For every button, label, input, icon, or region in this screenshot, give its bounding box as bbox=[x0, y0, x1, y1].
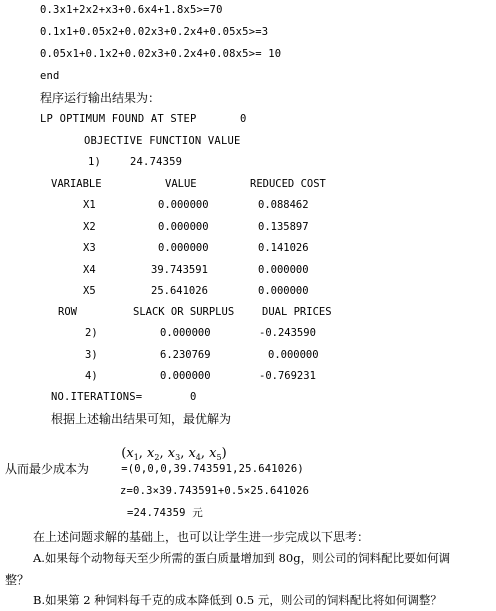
table-row-reduced-cost: 0.000000 bbox=[258, 264, 309, 276]
table-header-reduced-cost: REDUCED COST bbox=[250, 178, 326, 190]
question-b: B.如果第 2 种饲料每千克的成本降低到 0.5 元，则公司的饲料配比将如何调整？ bbox=[33, 593, 442, 607]
z-result: =24.74359 元 bbox=[127, 507, 203, 519]
optimal-solution: ($x_1$, $x_2$, $x_3$, $x_4$, $x_5$) =(0,0,0,39.743591,25.641026) bbox=[121, 446, 304, 475]
solution-var: x bbox=[126, 446, 134, 461]
table-header-row: ROW bbox=[58, 306, 77, 318]
conclusion-intro: 根据上述输出结果可知，最优解为 bbox=[51, 412, 232, 426]
question-a-cont: 整？ bbox=[5, 573, 30, 587]
table-row-slack: 0.000000 bbox=[160, 327, 211, 339]
table-header-variable: VARIABLE bbox=[51, 178, 102, 190]
table-row-var: X2 bbox=[83, 221, 96, 233]
z-formula: z=0.3×39.743591+0.5×25.641026 bbox=[120, 485, 310, 497]
lp-found-label: LP OPTIMUM FOUND AT STEP bbox=[40, 113, 197, 125]
code-line-end: end bbox=[40, 70, 60, 82]
code-line-2: 0.1x1+0.05x2+0.02x3+0.2x4+0.05x5>=3 bbox=[40, 26, 269, 38]
table-row-value: 0.000000 bbox=[158, 199, 209, 211]
solution-sub: 1 bbox=[133, 453, 139, 462]
code-line-3: 0.05x1+0.1x2+0.02x3+0.2x4+0.08x5>= 10 bbox=[40, 48, 282, 60]
table-row-dual-price: -0.243590 bbox=[259, 327, 316, 339]
solution-var: x bbox=[167, 446, 176, 461]
solution-sub: 5 bbox=[216, 453, 222, 462]
table-row-var: X4 bbox=[83, 264, 96, 276]
table-row-dual-price: -0.769231 bbox=[259, 370, 316, 382]
table-row-index: 3) bbox=[85, 349, 98, 361]
table-row-value: 39.743591 bbox=[151, 264, 208, 276]
table-row-reduced-cost: 0.141026 bbox=[258, 242, 309, 254]
objective-label: OBJECTIVE FUNCTION VALUE bbox=[84, 135, 241, 147]
table-row-reduced-cost: 0.088462 bbox=[258, 199, 309, 211]
solution-sub: 3 bbox=[175, 453, 181, 462]
solution-var: x bbox=[209, 446, 217, 461]
solution-var: x bbox=[147, 446, 155, 461]
table-row-value: 0.000000 bbox=[158, 242, 209, 254]
table-header-value: VALUE bbox=[165, 178, 197, 190]
solution-values: =(0,0,0,39.743591,25.641026) bbox=[121, 463, 304, 475]
objective-index: 1) bbox=[88, 156, 102, 168]
table-header-slack: SLACK OR SURPLUS bbox=[133, 306, 235, 318]
solution-var: x bbox=[188, 446, 196, 461]
table-row-reduced-cost: 0.135897 bbox=[258, 221, 309, 233]
table-row-value: 25.641026 bbox=[151, 285, 208, 297]
solution-sub: 4 bbox=[195, 453, 201, 462]
output-intro: 程序运行输出结果为： bbox=[40, 91, 161, 105]
iterations-label: NO.ITERATIONS= bbox=[51, 391, 143, 403]
table-row-slack: 6.230769 bbox=[160, 349, 211, 361]
table-row-var: X5 bbox=[83, 285, 96, 297]
table-row-reduced-cost: 0.000000 bbox=[258, 285, 309, 297]
question-a: A.如果每个动物每天至少所需的蛋白质量增加到 80g，则公司的饲料配比要如何调 bbox=[33, 551, 451, 565]
solution-sub: 2 bbox=[154, 453, 160, 462]
further-intro: 在上述问题求解的基础上，也可以让学生进一步完成以下思考： bbox=[33, 530, 370, 544]
iterations-value: 0 bbox=[190, 391, 197, 403]
lp-step-value: 0 bbox=[240, 113, 247, 125]
table-header-dual-prices: DUAL PRICES bbox=[262, 306, 332, 318]
code-line-1: 0.3x1+2x2+x3+0.6x4+1.8x5>=70 bbox=[40, 4, 223, 16]
table-row-var: X1 bbox=[83, 199, 96, 211]
table-row-var: X3 bbox=[83, 242, 96, 254]
table-row-index: 2) bbox=[85, 327, 98, 339]
min-cost-intro: 从而最少成本为 bbox=[5, 462, 90, 476]
table-row-slack: 0.000000 bbox=[160, 370, 211, 382]
objective-value: 24.74359 bbox=[130, 156, 183, 168]
table-row-dual-price: 0.000000 bbox=[268, 349, 319, 361]
table-row-value: 0.000000 bbox=[158, 221, 209, 233]
table-row-index: 4) bbox=[85, 370, 98, 382]
